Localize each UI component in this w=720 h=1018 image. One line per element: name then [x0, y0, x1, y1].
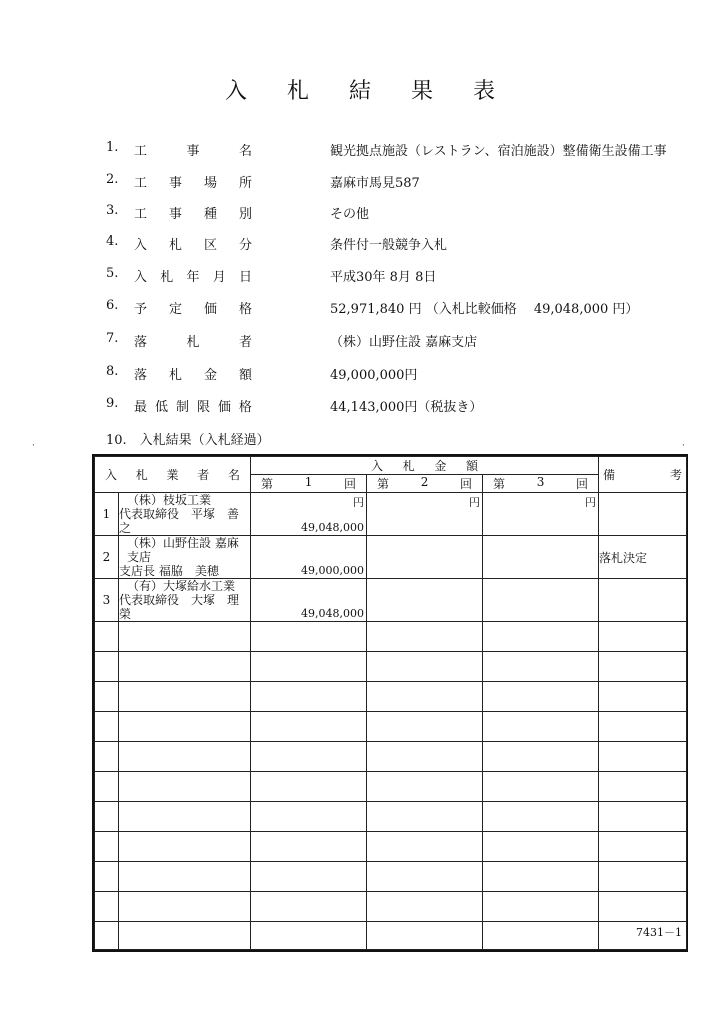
info-value: 条件付一般競争入札 [330, 238, 448, 253]
empty-cell [483, 652, 599, 682]
empty-cell [95, 652, 119, 682]
yen-unit: 円 [353, 496, 365, 509]
empty-cell [119, 862, 251, 892]
empty-row [95, 832, 687, 862]
info-number: 7. [106, 331, 119, 346]
empty-cell [95, 922, 119, 950]
empty-cell [599, 802, 687, 832]
info-label: 落 札 金 額 [134, 368, 252, 383]
table-row [95, 579, 687, 622]
header-note: 備 考 [599, 457, 687, 493]
info-label: 最 低 制 限 価 格 [134, 400, 252, 415]
document-code: 7431－1 [636, 926, 682, 939]
empty-cell [367, 712, 483, 742]
header-round-3: 第 3 回 [483, 475, 599, 493]
empty-cell [483, 772, 599, 802]
bid-amount: 49,048,000 [301, 607, 365, 620]
empty-cell [367, 862, 483, 892]
empty-cell [119, 802, 251, 832]
info-value: （株）山野住設 嘉麻支店 [330, 335, 478, 350]
empty-cell [251, 832, 367, 862]
empty-cell [367, 682, 483, 712]
empty-cell [251, 652, 367, 682]
empty-row [95, 712, 687, 742]
info-number: 2. [106, 172, 119, 187]
note-cell [599, 493, 687, 536]
table-row [95, 536, 687, 579]
bid-round-1-cell [251, 536, 367, 579]
empty-cell [119, 922, 251, 950]
table-row [95, 493, 687, 536]
empty-cell [483, 922, 599, 950]
row-number: 2 [95, 536, 119, 579]
info-label: 入 札 区 分 [134, 238, 252, 253]
empty-cell [483, 892, 599, 922]
note-cell: 落札決定 [599, 536, 687, 579]
info-number: 5. [106, 266, 119, 281]
empty-cell [483, 622, 599, 652]
note-cell [599, 579, 687, 622]
empty-cell [599, 682, 687, 712]
company-name: （株）枝坂工業 [127, 493, 212, 507]
empty-row [95, 862, 687, 892]
info-value: 観光拠点施設（レストラン、宿泊施設）整備衛生設備工事 [330, 144, 667, 159]
info-number: 8. [106, 364, 119, 379]
empty-cell [119, 892, 251, 922]
empty-cell [367, 622, 483, 652]
empty-cell [483, 832, 599, 862]
bid-round-1-cell [251, 493, 367, 536]
yen-unit: 円 [585, 496, 597, 509]
empty-cell [119, 832, 251, 862]
yen-unit: 円 [469, 496, 481, 509]
info-number: 1. [106, 140, 119, 155]
info-value: 平成30年 8月 8日 [330, 270, 437, 285]
empty-cell [95, 712, 119, 742]
row-number: 3 [95, 579, 119, 622]
bidder-name-cell [119, 579, 251, 622]
info-value: 49,000,000円 [330, 368, 418, 383]
document-title: 入札結果表 [224, 79, 535, 104]
bidder-name-cell [119, 493, 251, 536]
empty-cell [367, 922, 483, 950]
empty-cell [119, 772, 251, 802]
empty-cell [119, 652, 251, 682]
info-value: 52,971,840 円 （入札比較価格 49,048,000 円） [330, 302, 639, 317]
company-name: （有）大塚給水工業 [127, 579, 236, 593]
empty-cell [251, 802, 367, 832]
empty-cell [367, 772, 483, 802]
empty-row [95, 622, 687, 652]
section-bid-results-heading: 10. 入札結果（入札経過） [106, 433, 270, 448]
empty-row [95, 922, 687, 950]
bid-round-2-cell [367, 579, 483, 622]
empty-cell [95, 772, 119, 802]
bid-round-2-cell [367, 536, 483, 579]
empty-row [95, 892, 687, 922]
empty-row [95, 772, 687, 802]
empty-cell [251, 862, 367, 892]
bid-round-3-cell [483, 579, 599, 622]
empty-cell [95, 892, 119, 922]
info-number: 4. [106, 234, 119, 249]
info-value: その他 [330, 207, 370, 222]
info-label: 落 札 者 [134, 335, 252, 350]
empty-cell [483, 712, 599, 742]
bid-result-table [92, 454, 688, 952]
header-round-1: 第 1 回 [251, 475, 367, 493]
empty-cell [367, 742, 483, 772]
empty-cell [119, 682, 251, 712]
info-label: 工 事 種 別 [134, 207, 252, 222]
bid-round-3-cell [483, 536, 599, 579]
empty-cell [367, 892, 483, 922]
company-name: （株）山野住設 嘉麻支店 [127, 536, 239, 564]
empty-cell [599, 892, 687, 922]
representative-name: 代表取締役 平塚 善之 [119, 507, 240, 535]
representative-name: 代表取締役 大塚 理榮 [119, 593, 240, 621]
info-number: 6. [106, 298, 119, 313]
info-label: 入 札 年 月 日 [134, 270, 252, 285]
empty-cell [367, 652, 483, 682]
empty-cell [119, 712, 251, 742]
empty-cell [251, 682, 367, 712]
empty-cell [367, 832, 483, 862]
empty-row [95, 652, 687, 682]
info-label: 予 定 価 格 [134, 302, 252, 317]
empty-cell [483, 742, 599, 772]
empty-cell [599, 862, 687, 892]
header-round-2: 第 2 回 [367, 475, 483, 493]
empty-cell [599, 622, 687, 652]
bid-round-2-cell [367, 493, 483, 536]
empty-cell [95, 742, 119, 772]
bid-amount: 49,048,000 [301, 521, 365, 534]
empty-row [95, 742, 687, 772]
info-value: 嘉麻市馬見587 [330, 176, 420, 191]
row-number: 1 [95, 493, 119, 536]
info-value: 44,143,000円（税抜き） [330, 400, 483, 415]
bid-amount: 49,000,000 [301, 564, 365, 577]
margin-dot-right: · [682, 441, 685, 451]
empty-cell [251, 892, 367, 922]
empty-cell [599, 652, 687, 682]
empty-cell [599, 742, 687, 772]
info-number: 3. [106, 203, 119, 218]
empty-cell [599, 832, 687, 862]
empty-cell [251, 712, 367, 742]
empty-cell [251, 742, 367, 772]
empty-cell [95, 802, 119, 832]
empty-cell [251, 772, 367, 802]
bid-round-3-cell [483, 493, 599, 536]
empty-cell [483, 802, 599, 832]
empty-cell [599, 712, 687, 742]
empty-cell [119, 622, 251, 652]
empty-cell [599, 772, 687, 802]
info-label: 工 事 場 所 [134, 176, 252, 191]
empty-cell [483, 862, 599, 892]
empty-cell [95, 622, 119, 652]
empty-cell [367, 802, 483, 832]
empty-cell [95, 682, 119, 712]
representative-name: 支店長 福脇 美穂 [119, 564, 219, 578]
header-bidder-name: 入 札 業 者 名 [95, 457, 251, 493]
empty-cell [251, 922, 367, 950]
bid-round-1-cell [251, 579, 367, 622]
empty-cell [95, 862, 119, 892]
bidder-name-cell [119, 536, 251, 579]
empty-cell [483, 682, 599, 712]
empty-cell [119, 742, 251, 772]
empty-cell [95, 832, 119, 862]
info-number: 9. [106, 396, 119, 411]
margin-dot-left: · [32, 441, 35, 451]
empty-cell [251, 622, 367, 652]
info-label: 工 事 名 [134, 144, 252, 159]
empty-row [95, 802, 687, 832]
header-bid-amount: 入 札 金 額 [251, 457, 599, 475]
empty-row [95, 682, 687, 712]
